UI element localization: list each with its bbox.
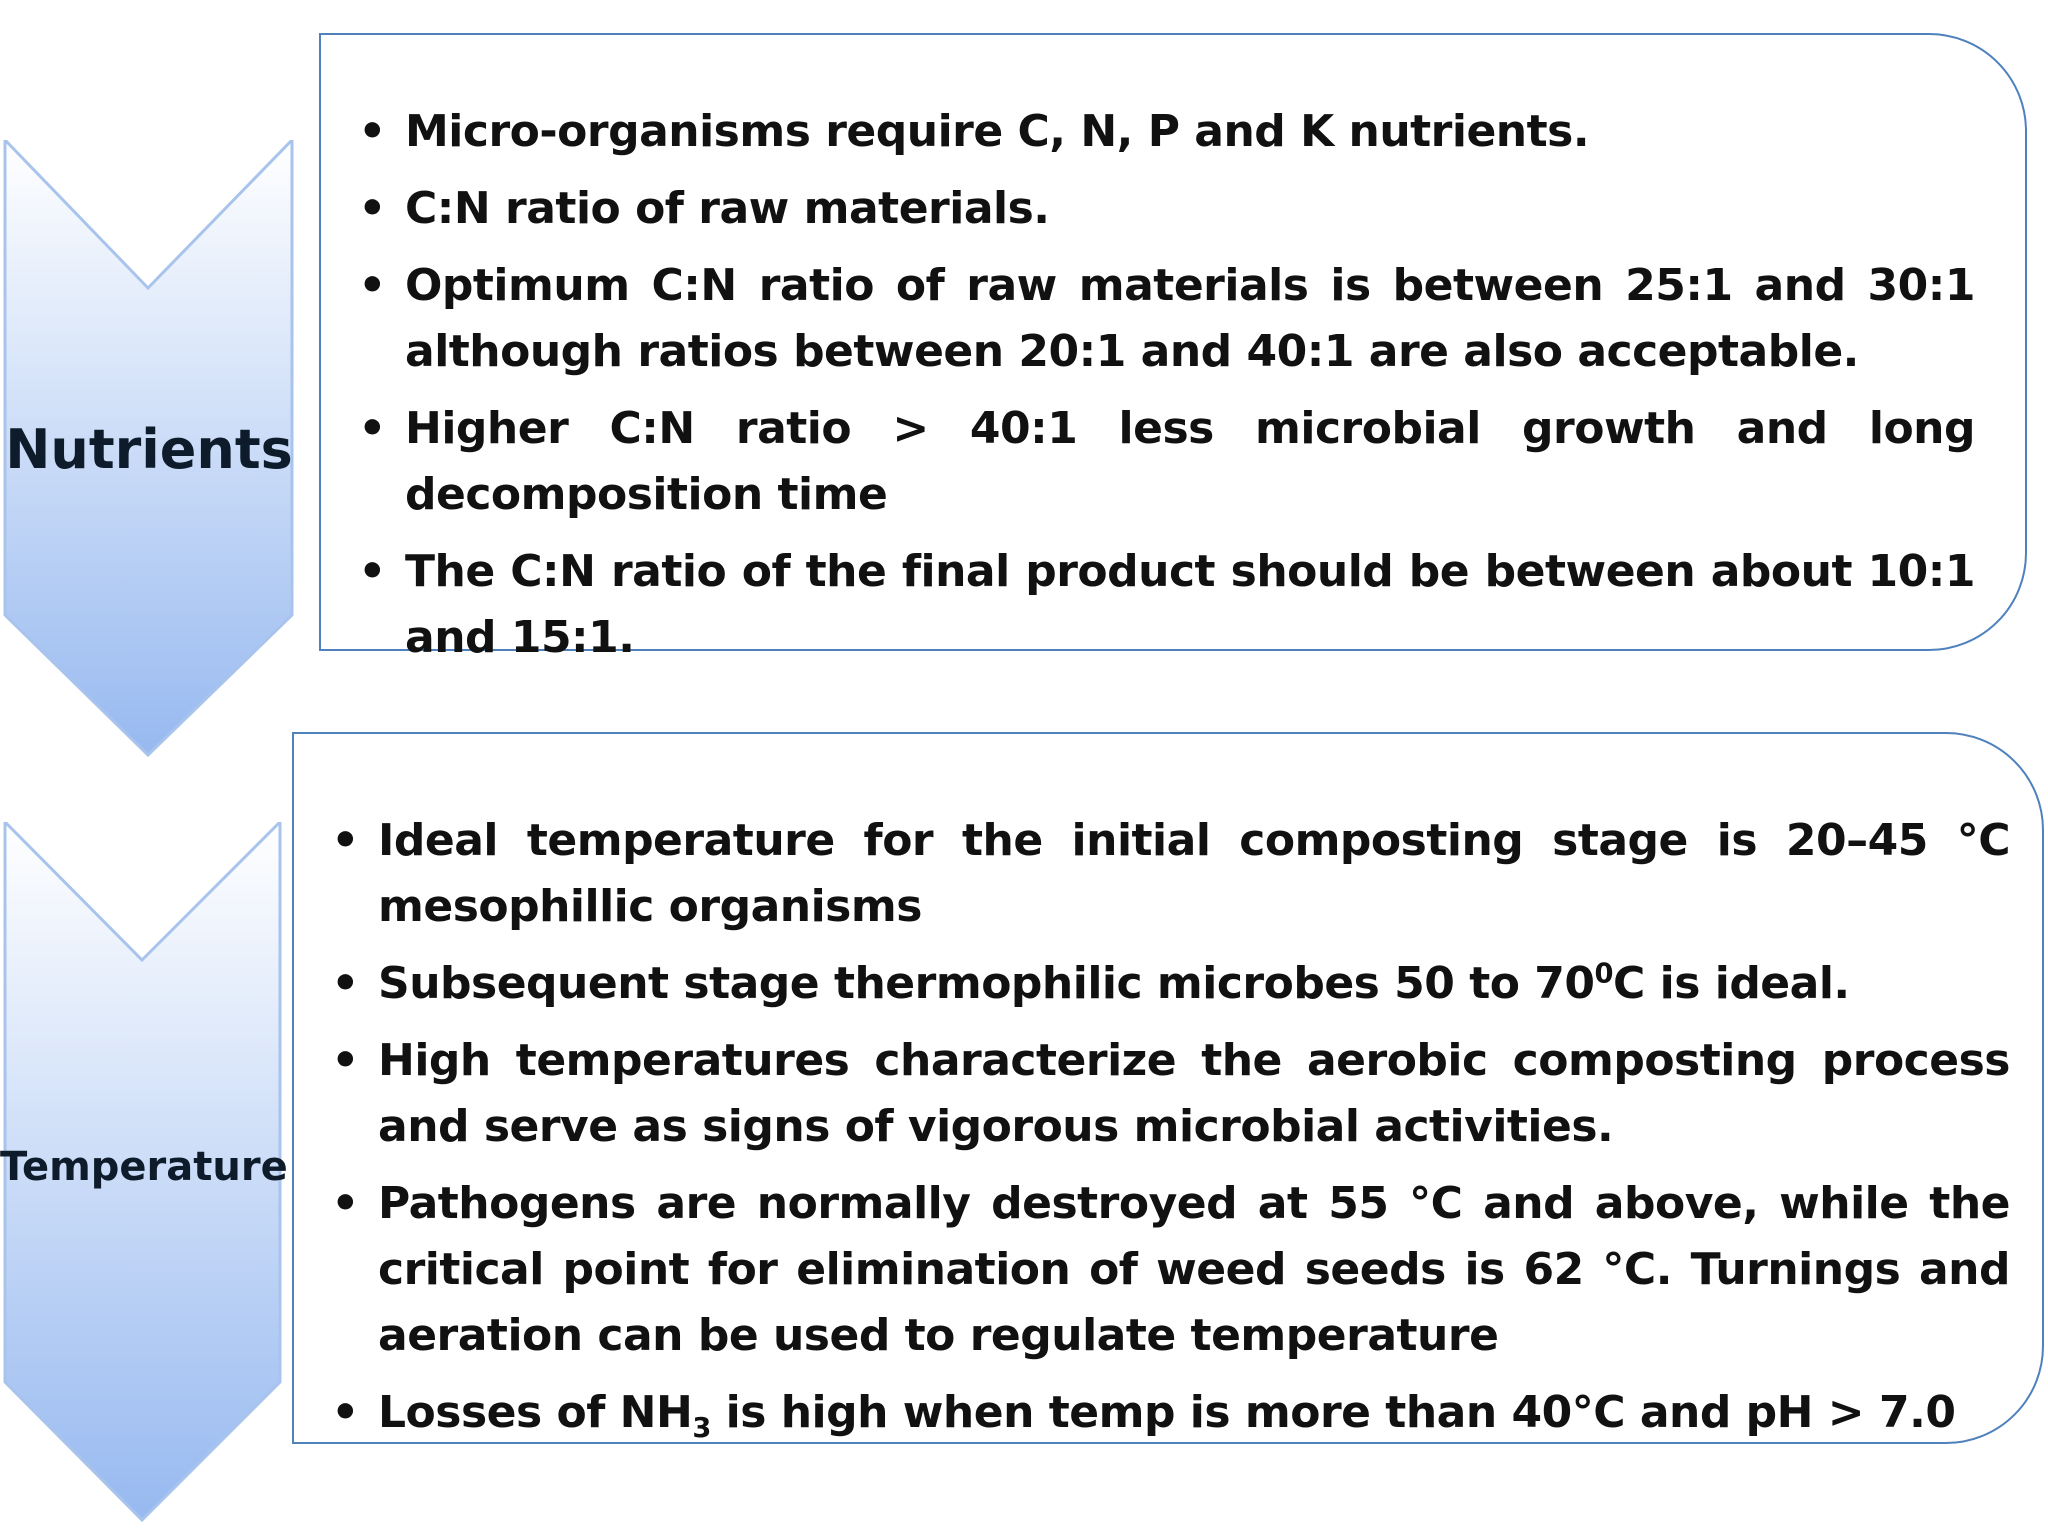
bullet-item — [357, 99, 1975, 165]
bullet-icon: • — [331, 1035, 359, 1086]
bullet-item — [330, 1380, 2010, 1446]
temperature-bullet-list — [330, 808, 2010, 1446]
bullet-text: Losses of $NH_3$ is high when temp is more than 40°C and pH > 7.0 — [378, 1387, 1956, 1444]
bullet-item — [357, 176, 1975, 242]
bullet-icon: • — [358, 546, 386, 597]
bullet-item — [330, 1171, 2010, 1369]
bullet-icon: • — [358, 183, 386, 234]
bullet-icon: • — [358, 403, 386, 454]
bullet-text: C:N ratio of raw materials. — [405, 183, 1050, 234]
bullet-item — [330, 808, 2010, 940]
bullet-icon: • — [331, 1387, 359, 1438]
section-label: Nutrients — [5, 418, 293, 481]
section-label: Temperature — [0, 1144, 288, 1190]
nutrients-bullet-list — [357, 99, 1975, 671]
bullet-text: Pathogens are normally destroyed at 55 °C and above, while the critical point for elimination of weed seeds is 62 °C. Turnings and aeration can be used to regulate temperature — [378, 1178, 2010, 1361]
temperature-content-box — [292, 732, 2044, 1444]
bullet-text: Ideal temperature for the initial composting stage is 20–45 °C mesophillic organisms — [378, 815, 2010, 932]
bullet-item — [330, 951, 2010, 1017]
bullet-item — [357, 253, 1975, 385]
bullet-text: High temperatures characterize the aerobic composting process and serve as signs of vigorous microbial activities. — [378, 1035, 2010, 1152]
bullet-text: The C:N ratio of the final product should be between about 10:1 and 15:1. — [405, 546, 1975, 663]
chevron-nutrients — [0, 140, 300, 760]
nutrients-content-box — [319, 33, 2027, 663]
superscript: 0 — [1594, 958, 1614, 990]
bullet-item — [357, 396, 1975, 528]
subscript: 3 — [692, 1412, 711, 1444]
bullet-icon: • — [331, 1178, 359, 1229]
bullet-item — [357, 539, 1975, 671]
bullet-text: Subsequent stage thermophilic microbes 50 to $70^0C$ is ideal. — [378, 958, 1850, 1009]
bullet-icon: • — [358, 260, 386, 311]
chevron-temperature — [0, 822, 290, 1522]
bullet-icon: • — [331, 815, 359, 866]
bullet-text: Higher C:N ratio > 40:1 less microbial growth and long decomposition time — [405, 403, 1975, 520]
bullet-icon: • — [331, 958, 359, 1009]
bullet-icon: • — [358, 106, 386, 157]
bullet-item — [330, 1028, 2010, 1160]
bullet-text: Micro-organisms require C, N, P and K nutrients. — [405, 106, 1590, 157]
bullet-text: Optimum C:N ratio of raw materials is between 25:1 and 30:1 although ratios between 20:1 and 40:1 are also acceptable. — [405, 260, 1975, 377]
